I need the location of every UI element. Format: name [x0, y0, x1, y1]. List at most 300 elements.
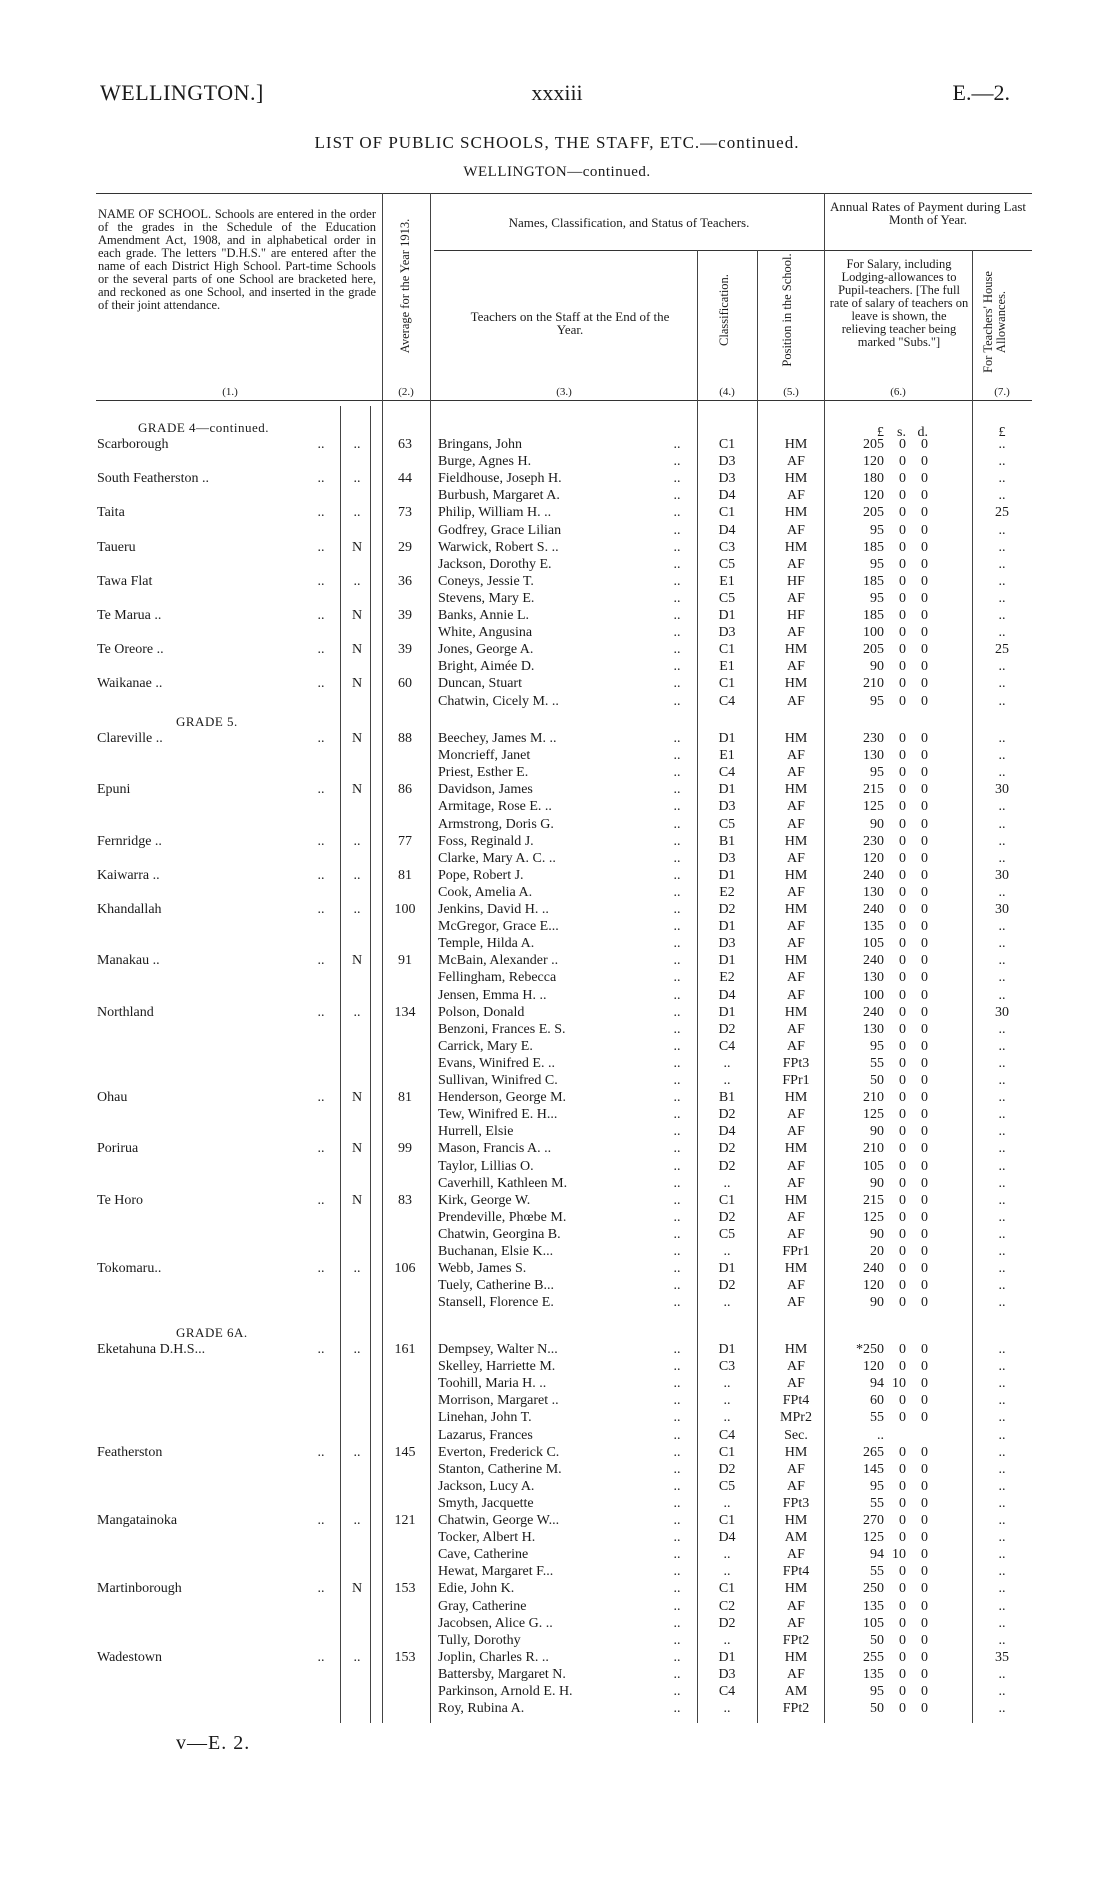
classification: ..	[723, 1495, 731, 1511]
position: FPr1	[782, 1244, 810, 1259]
salary-pounds: 240	[863, 1004, 884, 1020]
school-name: Te Horo	[97, 1192, 144, 1208]
salary	[852, 1055, 942, 1072]
teacher-name: Sullivan, Winifred C.	[438, 1073, 558, 1088]
school-name: Wadestown	[97, 1649, 162, 1665]
teacher-name: Clarke, Mary A. C. ..	[438, 850, 556, 866]
salary-pence: 0	[921, 987, 928, 1003]
salary-pence: 0	[921, 1090, 928, 1106]
salary-shillings: 0	[899, 902, 906, 917]
position: AF	[787, 1038, 805, 1054]
col4-heading: Classification.	[717, 274, 731, 346]
salary	[852, 556, 942, 573]
house-allowance: ..	[998, 1684, 1006, 1699]
salary-shillings: 0	[899, 1038, 906, 1054]
teacher-name: Lazarus, Frances	[438, 1427, 533, 1443]
classification: C1	[718, 1444, 736, 1460]
teacher-name: Linehan, John T.	[438, 1410, 532, 1426]
salary-pounds: 205	[863, 642, 884, 658]
leader-dots: ..	[673, 573, 681, 589]
position: AF	[787, 799, 805, 815]
salary-pence: 0	[921, 1581, 928, 1597]
salary-pounds: 125	[863, 1530, 884, 1546]
leader-dots: ..	[673, 953, 681, 969]
school-name: Eketahuna D.H.S...	[97, 1342, 206, 1357]
average-attendance: 100	[394, 902, 416, 917]
school-name: Khandallah	[97, 902, 162, 917]
school-name: Te Oreore ..	[97, 642, 164, 658]
salary-pounds: 240	[863, 902, 884, 917]
house-allowance: 35	[995, 1649, 1009, 1665]
page-title: LIST OF PUBLIC SCHOOLS, THE STAFF, ETC.—continued.	[314, 133, 800, 152]
salary	[852, 1700, 942, 1717]
house-allowance: 30	[995, 902, 1009, 917]
school-name: Manakau ..	[97, 953, 160, 969]
classification: C2	[718, 1598, 736, 1614]
salary-pounds: 95	[870, 522, 884, 538]
leader-dots: ..	[673, 1342, 681, 1357]
salary	[852, 1175, 942, 1192]
salary-shillings: 0	[899, 625, 906, 641]
salary-pence: 0	[921, 1530, 928, 1546]
salary-pounds: 270	[863, 1513, 884, 1528]
classification: D2	[718, 1141, 736, 1157]
salary-pounds: 105	[863, 1158, 884, 1174]
house-allowance: ..	[998, 1261, 1006, 1277]
grade-label: GRADE 5.	[176, 714, 238, 729]
dhs-marker: ..	[353, 1649, 361, 1665]
salary	[852, 747, 942, 764]
salary-shillings: 0	[899, 919, 906, 935]
salary-shillings: 0	[899, 1564, 906, 1580]
salary-pence: 0	[921, 748, 928, 764]
salary	[852, 1072, 942, 1089]
classification: C5	[718, 590, 736, 606]
salary-pounds: 105	[863, 936, 884, 952]
house-allowance: ..	[998, 1581, 1006, 1597]
position: HM	[784, 1004, 808, 1020]
average-attendance: 63	[398, 437, 412, 452]
position: HM	[784, 437, 808, 452]
classification: E1	[719, 659, 735, 675]
house-allowance: ..	[998, 1192, 1006, 1208]
leader-dots: ..	[673, 488, 681, 504]
teacher-name: Mason, Francis A. ..	[438, 1141, 552, 1157]
average-attendance: 106	[394, 1261, 416, 1277]
position: FPr1	[782, 1073, 810, 1088]
salary-shillings: 0	[899, 505, 906, 521]
leader-dots: ..	[673, 1226, 681, 1242]
salary-pence: 0	[921, 1278, 928, 1294]
salary-pounds: 205	[863, 437, 884, 452]
salary-pounds: 95	[870, 556, 884, 572]
position: AF	[787, 454, 805, 470]
salary-pence: 0	[921, 573, 928, 589]
house-allowance: ..	[998, 799, 1006, 815]
house-allowance: ..	[998, 816, 1006, 832]
position: AM	[784, 1684, 808, 1699]
school-name: Taita	[97, 505, 125, 521]
leader-dots: ..	[673, 919, 681, 935]
salary-pence: 0	[921, 1461, 928, 1477]
school-name: Waikanae ..	[97, 676, 163, 692]
average-attendance: 77	[398, 833, 412, 849]
position: FPt3	[782, 1495, 810, 1511]
salary-shillings: 0	[899, 1649, 906, 1665]
salary-pounds: 95	[870, 693, 884, 709]
salary-pence: 0	[921, 1175, 928, 1191]
salary-pence: 0	[921, 1261, 928, 1277]
salary-pounds: 185	[863, 539, 884, 555]
classification: C1	[718, 1513, 736, 1528]
salary	[852, 1444, 942, 1461]
house-allowance: ..	[998, 659, 1006, 675]
house-allowance: ..	[998, 1090, 1006, 1106]
classification: D3	[718, 1666, 736, 1682]
salary-pence: 0	[921, 590, 928, 606]
salary	[852, 1358, 942, 1375]
salary-pounds: 135	[863, 919, 884, 935]
leader-dots: ..	[673, 1478, 681, 1494]
salary-pence: 0	[921, 936, 928, 952]
salary-pence: 0	[921, 608, 928, 623]
salary-pence: 0	[921, 953, 928, 969]
leader-dots: ..	[317, 902, 325, 917]
classification: C1	[718, 1581, 736, 1597]
pound-symbol: £	[877, 425, 884, 440]
house-allowance: ..	[998, 1410, 1006, 1426]
salary-pounds: 94	[870, 1376, 884, 1392]
salary-pounds: 120	[863, 454, 884, 470]
house-allowance: ..	[998, 1021, 1006, 1037]
salary-shillings: 0	[899, 1021, 906, 1037]
leader-dots: ..	[673, 799, 681, 815]
house-allowance: ..	[998, 1278, 1006, 1294]
salary-pounds: 210	[863, 1141, 884, 1157]
teacher-name: Hurrell, Elsie	[438, 1124, 514, 1140]
teacher-name: Skelley, Harriette M.	[438, 1359, 556, 1375]
leader-dots: ..	[673, 1615, 681, 1631]
leader-dots: ..	[673, 454, 681, 470]
classification: D3	[718, 454, 736, 470]
classification: D1	[718, 731, 736, 746]
house-allowance: ..	[998, 1376, 1006, 1392]
salary-pence: 0	[921, 1376, 928, 1392]
school-name: Fernridge ..	[97, 833, 162, 849]
grade-label: GRADE 4—continued.	[138, 420, 270, 435]
position: AF	[787, 488, 805, 504]
average-attendance: 134	[394, 1004, 416, 1020]
salary	[852, 1666, 942, 1683]
salary-pence: 0	[921, 1226, 928, 1242]
col-divider-1	[382, 193, 383, 1723]
grade-label: GRADE 6A.	[176, 1325, 248, 1340]
teacher-name: Chatwin, Georgina B.	[438, 1226, 561, 1242]
salary-pounds: 125	[863, 1107, 884, 1123]
position: HM	[784, 1649, 808, 1665]
leader-dots: ..	[673, 1564, 681, 1580]
leader-dots: ..	[673, 539, 681, 555]
teacher-name: Banks, Annie L.	[438, 608, 529, 623]
teacher-name: Cook, Amelia A.	[438, 884, 533, 900]
salary-shillings: 0	[899, 556, 906, 572]
salary	[852, 918, 942, 935]
salary	[852, 1004, 942, 1021]
leader-dots: ..	[673, 1244, 681, 1259]
position: FPt3	[782, 1055, 810, 1071]
classification: D1	[718, 953, 736, 969]
classification: D3	[718, 850, 736, 866]
salary	[852, 641, 942, 658]
dhs-marker: N	[351, 642, 363, 658]
page-number: xxxiii	[531, 80, 583, 105]
salary	[852, 1598, 942, 1615]
salary-pence: 0	[921, 454, 928, 470]
teacher-name: Roy, Rubina A.	[438, 1701, 525, 1717]
classification: C3	[718, 1359, 736, 1375]
teacher-name: Polson, Donald	[438, 1004, 525, 1020]
house-allowance: ..	[998, 1158, 1006, 1174]
teacher-name: Carrick, Mary E.	[438, 1038, 533, 1054]
salary	[852, 1375, 942, 1392]
leader-dots: ..	[673, 782, 681, 798]
salary-pounds: 95	[870, 1478, 884, 1494]
classification: ..	[723, 1376, 731, 1392]
position: HM	[784, 833, 808, 849]
dhs-marker: ..	[353, 573, 361, 589]
house-allowance: ..	[998, 471, 1006, 487]
teacher-name: Tew, Winifred E. H...	[438, 1107, 558, 1123]
house-allowance: ..	[998, 1342, 1006, 1357]
salary-shillings: 0	[899, 782, 906, 798]
teacher-name: Bringans, John	[438, 437, 522, 452]
leader-dots: ..	[673, 970, 681, 986]
col-divider-dots	[340, 406, 341, 1723]
position: AF	[787, 1478, 805, 1494]
salary-shillings: 0	[899, 884, 906, 900]
average-attendance: 36	[398, 573, 412, 589]
position: AF	[787, 1021, 805, 1037]
teacher-name: Gray, Catherine	[438, 1598, 527, 1614]
salary-shillings: 0	[899, 970, 906, 986]
leader-dots: ..	[673, 1632, 681, 1648]
teacher-name: McGregor, Grace E...	[438, 919, 559, 935]
position: HM	[784, 1342, 808, 1357]
salary-pence: 0	[921, 1632, 928, 1648]
leader-dots: ..	[317, 1192, 325, 1208]
salary-shillings: 0	[899, 1495, 906, 1511]
salary-pence: 0	[921, 437, 928, 452]
classification: C1	[718, 1192, 736, 1208]
teacher-name: Benzoni, Frances E. S.	[438, 1021, 566, 1037]
position: HM	[784, 1192, 808, 1208]
teacher-name: Godfrey, Grace Lilian	[438, 522, 562, 538]
house-allowance: ..	[998, 1547, 1006, 1563]
salary	[852, 764, 942, 781]
salary	[852, 1123, 942, 1140]
salary	[852, 1192, 942, 1209]
salary-pence: 0	[921, 1564, 928, 1580]
leader-dots: ..	[317, 833, 325, 849]
salary-pounds: 90	[870, 816, 884, 832]
salary	[852, 1580, 942, 1597]
house-allowance: 25	[995, 505, 1009, 521]
salary-pounds: 130	[863, 970, 884, 986]
position: AF	[787, 590, 805, 606]
salary-pounds: 125	[863, 1209, 884, 1225]
house-allowance: ..	[998, 765, 1006, 781]
teacher-name: Tuely, Catherine B...	[438, 1278, 555, 1294]
salary-pence: 0	[921, 522, 928, 538]
salary	[852, 1649, 942, 1666]
position: AF	[787, 1295, 805, 1311]
teacher-name: Morrison, Margaret ..	[438, 1393, 559, 1409]
salary	[852, 1243, 942, 1260]
position: MPr2	[780, 1410, 812, 1426]
colnum-7: (7.)	[994, 386, 1010, 398]
salary-shillings: 0	[899, 1244, 906, 1259]
salary-shillings: 0	[899, 659, 906, 675]
house-allowance: ..	[998, 1461, 1006, 1477]
position: FPt2	[782, 1632, 810, 1648]
leader-dots: ..	[317, 1141, 325, 1157]
leader-dots: ..	[317, 1649, 325, 1665]
position: AF	[787, 1461, 805, 1477]
average-attendance: 99	[398, 1141, 412, 1157]
classification: D2	[718, 1158, 736, 1174]
house-allowance: ..	[998, 1444, 1006, 1460]
col-divider-dhs	[370, 406, 371, 1723]
house-allowance: ..	[998, 987, 1006, 1003]
salary-pounds: 265	[863, 1444, 884, 1460]
school-name: Northland	[97, 1004, 154, 1020]
salary	[852, 1038, 942, 1055]
salary-shillings: 0	[899, 1444, 906, 1460]
teacher-name: Smyth, Jacquette	[438, 1495, 534, 1511]
leader-dots: ..	[673, 522, 681, 538]
salary-pounds: 185	[863, 573, 884, 589]
salary-shillings: 0	[899, 676, 906, 692]
position: HF	[787, 608, 805, 623]
leader-dots: ..	[317, 867, 325, 883]
salary-shillings: 0	[899, 1632, 906, 1648]
dhs-marker: ..	[353, 833, 361, 849]
salary-shillings: 0	[899, 1359, 906, 1375]
salary-pounds: 55	[870, 1410, 884, 1426]
salary-pounds: 95	[870, 590, 884, 606]
house-allowance: ..	[998, 573, 1006, 589]
position: AF	[787, 1598, 805, 1614]
salary-pounds: 185	[863, 608, 884, 623]
position: Sec.	[784, 1427, 808, 1443]
average-attendance: 86	[398, 782, 412, 798]
teacher-name: Edie, John K.	[438, 1581, 515, 1597]
position: HF	[787, 573, 805, 589]
leader-dots: ..	[673, 1495, 681, 1511]
classification: D2	[718, 1107, 736, 1123]
leader-dots: ..	[673, 1107, 681, 1123]
position: AF	[787, 1158, 805, 1174]
salary-pounds: 230	[863, 833, 884, 849]
leader-dots: ..	[673, 1278, 681, 1294]
leader-dots: ..	[673, 1666, 681, 1682]
salary	[852, 730, 942, 747]
teacher-name: Evans, Winifred E. ..	[438, 1055, 555, 1071]
teacher-name: Prendeville, Phœbe M.	[438, 1209, 567, 1225]
salary-pence: 0	[921, 765, 928, 781]
document-code: E.—2.	[952, 80, 1010, 105]
house-allowance: ..	[998, 970, 1006, 986]
house-allowance: ..	[998, 1615, 1006, 1631]
col7-heading: For Teachers' House Allowances.	[981, 271, 1008, 373]
teacher-name: Joplin, Charles R. ..	[438, 1649, 549, 1665]
salary-pence: 0	[921, 782, 928, 798]
position: HM	[784, 1444, 808, 1460]
classification: D2	[718, 1615, 736, 1631]
salary-pence: 0	[921, 799, 928, 815]
house-allowance: ..	[998, 590, 1006, 606]
school-name: Tokomaru..	[97, 1261, 162, 1277]
house-allowance: ..	[998, 1038, 1006, 1054]
average-attendance: 44	[398, 471, 412, 487]
salary-pence: 0	[921, 676, 928, 692]
house-allowance: ..	[998, 1073, 1006, 1088]
leader-dots: ..	[673, 850, 681, 866]
leader-dots: ..	[673, 1530, 681, 1546]
dhs-marker: ..	[353, 1513, 361, 1528]
position: AM	[784, 1530, 808, 1546]
teacher-name: Jacobsen, Alice G. ..	[438, 1615, 553, 1631]
colnum-4: (4.)	[719, 386, 735, 398]
header-mid-rule-left	[434, 250, 824, 251]
leader-dots: ..	[673, 1684, 681, 1699]
leader-dots: ..	[673, 1359, 681, 1375]
leader-dots: ..	[317, 1090, 325, 1106]
salary	[852, 1089, 942, 1106]
leader-dots: ..	[673, 1598, 681, 1614]
classification: D1	[718, 1004, 736, 1020]
salary-pence: 0	[921, 1038, 928, 1054]
salary-pounds: ..	[877, 1427, 884, 1443]
leader-dots: ..	[673, 625, 681, 641]
salary	[852, 590, 942, 607]
teacher-name: Stanton, Catherine M.	[438, 1461, 562, 1477]
position: HM	[784, 953, 808, 969]
leader-dots: ..	[673, 1513, 681, 1528]
salary-pence: 0	[921, 833, 928, 849]
dhs-marker: ..	[353, 1004, 361, 1020]
salary-pence: 0	[921, 1004, 928, 1020]
classification: C4	[718, 1427, 736, 1443]
salary-pounds: 130	[863, 1021, 884, 1037]
salary	[852, 1461, 942, 1478]
leader-dots: ..	[317, 1444, 325, 1460]
salary-pounds: 205	[863, 505, 884, 521]
average-attendance: 81	[398, 867, 412, 883]
salary-pence: 0	[921, 970, 928, 986]
salary	[852, 1632, 942, 1649]
house-currency-symbol: £	[998, 425, 1006, 440]
average-attendance: 83	[398, 1192, 412, 1208]
salary-pence: 0	[921, 1021, 928, 1037]
salary-pence: 0	[921, 1666, 928, 1682]
classification: ..	[723, 1055, 731, 1071]
teacher-name: Jones, George A.	[438, 642, 534, 658]
house-allowance: ..	[998, 488, 1006, 504]
dhs-marker: ..	[353, 902, 361, 917]
salary-pounds: 90	[870, 1124, 884, 1140]
average-attendance: 88	[398, 731, 412, 746]
